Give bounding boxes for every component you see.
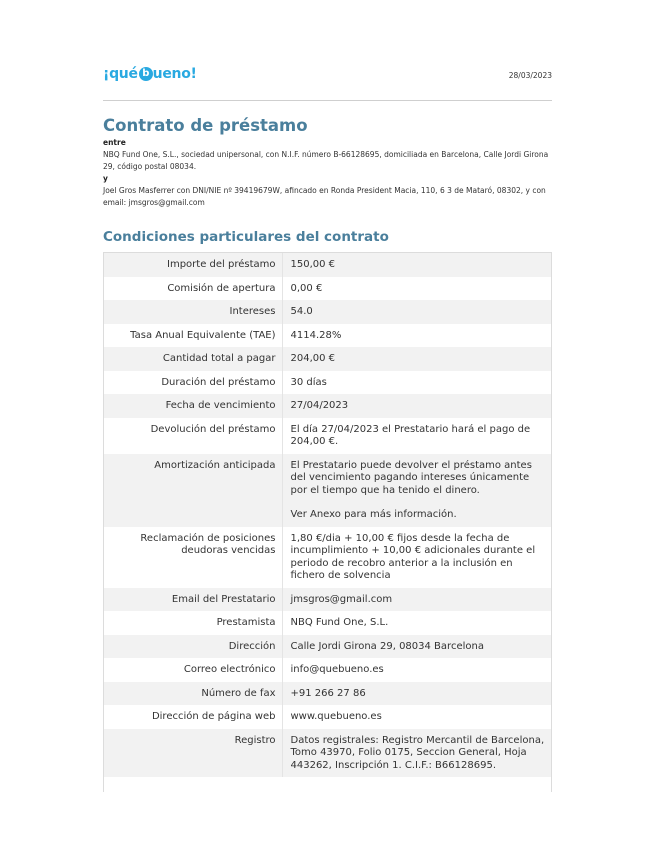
table-row	[104, 588, 551, 612]
row-value	[282, 635, 551, 659]
row-label: Dirección de página web	[104, 705, 282, 729]
row-label: Registro	[104, 729, 282, 778]
row-label: Duración del préstamo	[104, 371, 282, 395]
row-value-text: jmsgros@gmail.com	[290, 593, 393, 605]
row-value-text: 4114.28%	[290, 329, 342, 341]
table-row	[104, 418, 551, 454]
row-label: Tasa Anual Equivalente (TAE)	[104, 324, 282, 348]
table-row	[104, 635, 551, 659]
row-value	[282, 418, 551, 454]
lender-text: NBQ Fund One, S.L., sociedad unipersonal, con N.I.F. número B-66128695, domiciliada en Barcelona, Calle Jordi Girona 29, código postal 08034.	[103, 150, 549, 171]
row-value	[282, 729, 551, 778]
row-value	[282, 277, 551, 301]
logo-text-post: ueno!	[152, 66, 197, 82]
row-value	[282, 527, 551, 588]
and-label: y	[103, 174, 108, 183]
row-value-text: 150,00 €	[290, 259, 336, 270]
row-label: Prestamista	[104, 611, 282, 635]
table-row	[104, 324, 551, 348]
row-value	[282, 454, 551, 527]
table-row	[104, 454, 551, 527]
row-label: Dirección	[104, 635, 282, 659]
row-value-text: www.quebueno.es	[290, 711, 382, 722]
row-value	[282, 682, 551, 706]
row-value	[282, 394, 551, 418]
row-value-text: El día 27/04/2023 el Prestatario hará el pago de 204,00 €.	[290, 423, 531, 447]
row-value	[282, 705, 551, 729]
row-value-text: 1,80 €/dia + 10,00 € fijos desde la fecha de incumplimiento + 10,00 € adicionales durante el periodo de recobro anterior a la inclusión en fichero de solvencia	[290, 532, 536, 581]
table-row	[104, 682, 551, 706]
row-value-text: Datos registrales: Registro Mercantil de Barcelona, Tomo 43970, Folio 0175, Seccion General, Hoja 443262, Inscripción 1. C.I.F.: B66128695.	[290, 734, 545, 771]
row-label: Comisión de apertura	[104, 277, 282, 301]
table-row	[104, 729, 551, 778]
page-title: Contrato de préstamo	[103, 116, 308, 135]
row-value-text: info@quebueno.es	[290, 664, 384, 675]
contract-parties	[103, 137, 555, 209]
row-value-text: 204,00 €	[290, 353, 336, 364]
table-row	[104, 371, 551, 395]
row-label: Intereses	[104, 300, 282, 324]
table-row	[104, 658, 551, 682]
table-row	[104, 253, 551, 277]
row-label: Amortización anticipada	[104, 454, 282, 527]
row-value-text: 0,00 €	[290, 282, 323, 294]
logo-text-pre: ¡qué	[103, 66, 138, 82]
row-value	[282, 371, 551, 395]
row-label: Fecha de vencimiento	[104, 394, 282, 418]
row-label: Email del Prestatario	[104, 588, 282, 612]
row-value	[282, 658, 551, 682]
row-label: Reclamación de posiciones deudoras vencidas	[104, 527, 282, 588]
header-divider	[103, 100, 552, 101]
logo-b-circle: b	[139, 67, 153, 81]
row-value-text: NBQ Fund One, S.L.	[290, 617, 389, 628]
between-label: entre	[103, 138, 126, 147]
table-row	[104, 611, 551, 635]
row-value	[282, 253, 551, 277]
conditions-title: Condiciones particulares del contrato	[103, 229, 389, 245]
document-date: 28/03/2023	[508, 71, 552, 80]
row-label: Importe del préstamo	[104, 253, 282, 277]
table-row	[104, 527, 551, 588]
row-label: Número de fax	[104, 682, 282, 706]
row-value	[282, 347, 551, 371]
row-value-text: El Prestatario puede devolver el préstamo antes del vencimiento pagando intereses únicamente por el tiempo que ha tenido el dinero.	[290, 459, 532, 496]
row-label: Correo electrónico	[104, 658, 282, 682]
row-value	[282, 588, 551, 612]
quebueno-logo	[103, 66, 197, 82]
table-row	[104, 300, 551, 324]
row-value-text: 54.0	[290, 306, 313, 317]
row-label: Devolución del préstamo	[104, 418, 282, 454]
conditions-table	[103, 252, 552, 792]
row-label: Cantidad total a pagar	[104, 347, 282, 371]
row-value	[282, 324, 551, 348]
row-value-text: Calle Jordi Girona 29, 08034 Barcelona	[290, 640, 484, 652]
row-value	[282, 611, 551, 635]
borrower-text: Joel Gros Masferrer con DNI/NIE nº 39419679W, afincado en Ronda President Macia, 110, 6 3 de Mataró, 08302, y con email: jmsgros@gmail.com	[103, 186, 546, 207]
row-value-note: Ver Anexo para más información.	[290, 509, 457, 520]
table-row	[104, 394, 551, 418]
row-value-text: +91 266 27 86	[290, 687, 366, 699]
table-row	[104, 347, 551, 371]
table-row	[104, 705, 551, 729]
row-value-text: 27/04/2023	[290, 400, 349, 411]
row-value-text: 30 días	[290, 376, 327, 388]
table-row	[104, 277, 551, 301]
row-value	[282, 300, 551, 324]
